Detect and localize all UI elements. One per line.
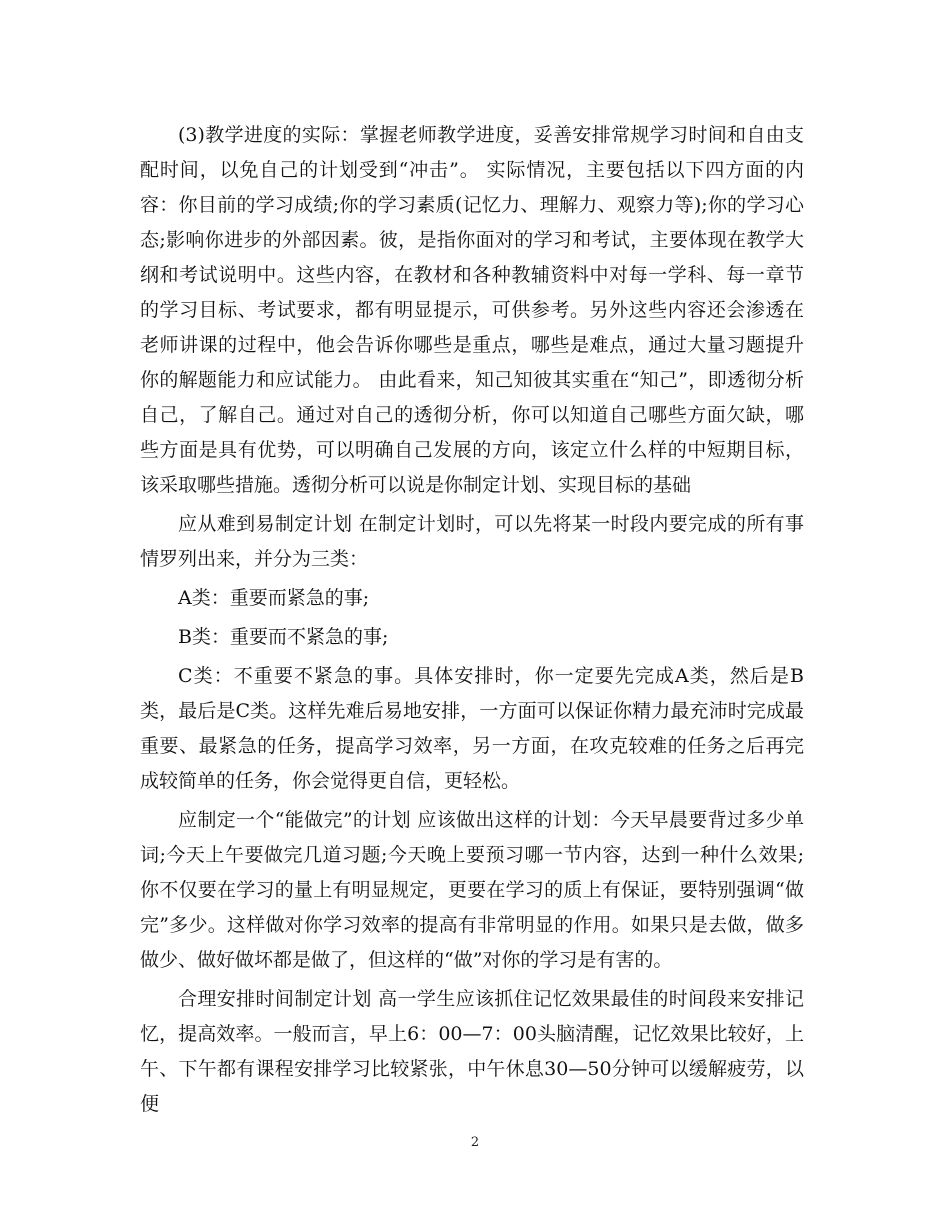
paragraph-time-arrangement: 合理安排时间制定计划 高一学生应该抓住记忆效果最佳的时间段来安排记忆，提高效率。一般而言，早上6：00—7：00头脑清醒，记忆效果比较好，上午、下午都有课程安排学习比较紧张，中午休息30—50分钟可以缓解疲劳，以便 xyxy=(140,988,804,1115)
paragraph-teaching-progress: (3)教学进度的实际：掌握老师教学进度，妥善安排常规学习时间和自由支配时间，以免自己的计划受到“冲击”。 实际情况，主要包括以下四方面的内容：你目前的学习成绩;你的学习素质(记忆力、理解力、观察力等);你的学习心态;影响你进步的外部因素。彼，是指你面对的学习和考试，主要体现在教学大纲和考试说明中。这些内容，在教材和各种教辅资料中对每一学科、每一章节的学习目标、考试要求，都有明显提示，可供参考。另外这些内容还会渗透在老师讲课的过程中，他会告诉你哪些是重点，哪些是难点，通过大量习题提升你的解题能力和应试能力。 由此看来，知己知彼其实重在“知己”，即透彻分析自己，了解自己。通过对自己的透彻分析，你可以知道自己哪些方面欠缺，哪些方面是具有优势，可以明确自己发展的方向，该定立什么样的中短期目标，该采取哪些措施。透彻分析可以说是你制定计划、实现目标的基础 xyxy=(140,124,804,496)
list-item-category-c: C类：不重要不紧急的事。具体安排时，你一定要先完成A类，然后是B类，最后是C类。这样先难后易地安排，一方面可以保证你精力最充沛时完成最重要、最紧急的任务，提高学习效率，另一方面，在攻克较难的任务之后再完成较简单的任务，你会觉得更自信，更轻松。 xyxy=(140,665,804,792)
list-item-category-b: B类：重要而不紧急的事; xyxy=(178,626,389,648)
paragraph-completable-plan: 应制定一个“能做完”的计划 应该做出这样的计划：今天早晨要背过多少单词;今天上午要做完几道习题;今天晚上要预习哪一节内容，达到一种什么效果;你不仅要在学习的量上有明显规定，更要在学习的质上有保证，要特别强调“做完”多少。这样做对你学习效率的提高有非常明显的作用。如果只是去做，做多做少、做好做坏都是做了，但这样的“做”对你的学习是有害的。 xyxy=(140,809,804,971)
paragraph-plan-difficulty: 应从难到易制定计划 在制定计划时，可以先将某一时段内要完成的所有事情罗列出来，并分为三类： xyxy=(140,513,804,570)
page-number: 2 xyxy=(470,1135,480,1150)
list-item-category-a: A类：重要而紧急的事; xyxy=(178,587,370,609)
document-body xyxy=(140,118,804,1126)
